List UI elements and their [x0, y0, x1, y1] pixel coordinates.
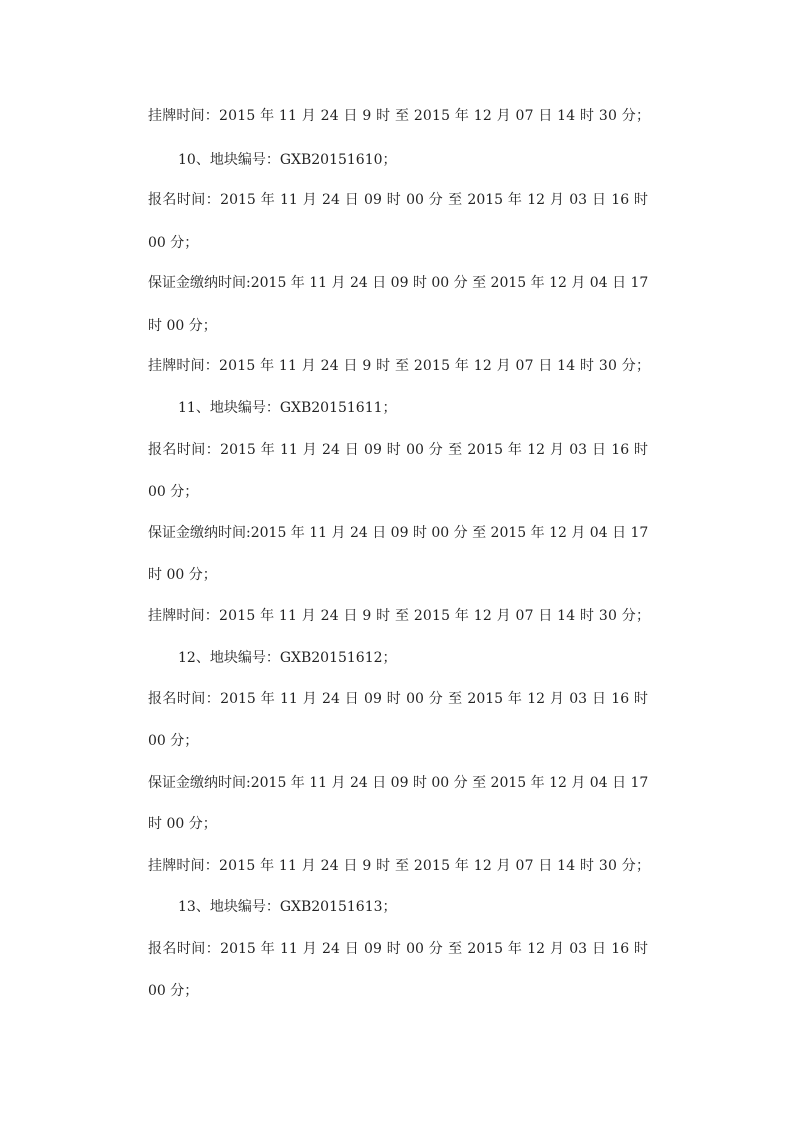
- registration-time-continuation: 00 分；: [148, 983, 199, 999]
- parcel-number-heading: 13、地块编号：GXB20151613；: [178, 899, 397, 915]
- deposit-time-continuation: 时 00 分；: [148, 318, 217, 334]
- registration-time-line: 报名时间：2015 年 11 月 24 日 09 时 00 分 至 2015 年 12 月 03 日 16 时: [148, 691, 648, 707]
- registration-time-continuation: 00 分；: [148, 235, 199, 251]
- deposit-time-continuation: 时 00 分；: [148, 816, 217, 832]
- registration-time-line: 报名时间：2015 年 11 月 24 日 09 时 00 分 至 2015 年 12 月 03 日 16 时: [148, 442, 648, 458]
- listing-time-line: 挂牌时间：2015 年 11 月 24 日 9 时 至 2015 年 12 月 07 日 14 时 30 分；: [148, 858, 651, 874]
- parcel-number-heading: 10、地块编号：GXB20151610；: [178, 152, 397, 168]
- registration-time-line: 报名时间：2015 年 11 月 24 日 09 时 00 分 至 2015 年 12 月 03 日 16 时: [148, 192, 648, 208]
- deposit-time-line: 保证金缴纳时间:2015 年 11 月 24 日 09 时 00 分 至 2015 年 12 月 04 日 17: [148, 525, 649, 541]
- deposit-time-line: 保证金缴纳时间:2015 年 11 月 24 日 09 时 00 分 至 2015 年 12 月 04 日 17: [148, 275, 649, 291]
- listing-time-line: 挂牌时间：2015 年 11 月 24 日 9 时 至 2015 年 12 月 07 日 14 时 30 分；: [148, 358, 651, 374]
- registration-time-continuation: 00 分；: [148, 733, 199, 749]
- deposit-time-line: 保证金缴纳时间:2015 年 11 月 24 日 09 时 00 分 至 2015 年 12 月 04 日 17: [148, 775, 649, 791]
- parcel-number-heading: 12、地块编号：GXB20151612；: [178, 650, 397, 666]
- registration-time-line: 报名时间：2015 年 11 月 24 日 09 时 00 分 至 2015 年 12 月 03 日 16 时: [148, 941, 648, 957]
- deposit-time-continuation: 时 00 分；: [148, 567, 217, 583]
- parcel-number-heading: 11、地块编号：GXB20151611；: [178, 400, 397, 416]
- listing-time-line: 挂牌时间：2015 年 11 月 24 日 9 时 至 2015 年 12 月 07 日 14 时 30 分；: [148, 108, 651, 124]
- listing-time-line: 挂牌时间：2015 年 11 月 24 日 9 时 至 2015 年 12 月 07 日 14 时 30 分；: [148, 608, 651, 624]
- registration-time-continuation: 00 分；: [148, 484, 199, 500]
